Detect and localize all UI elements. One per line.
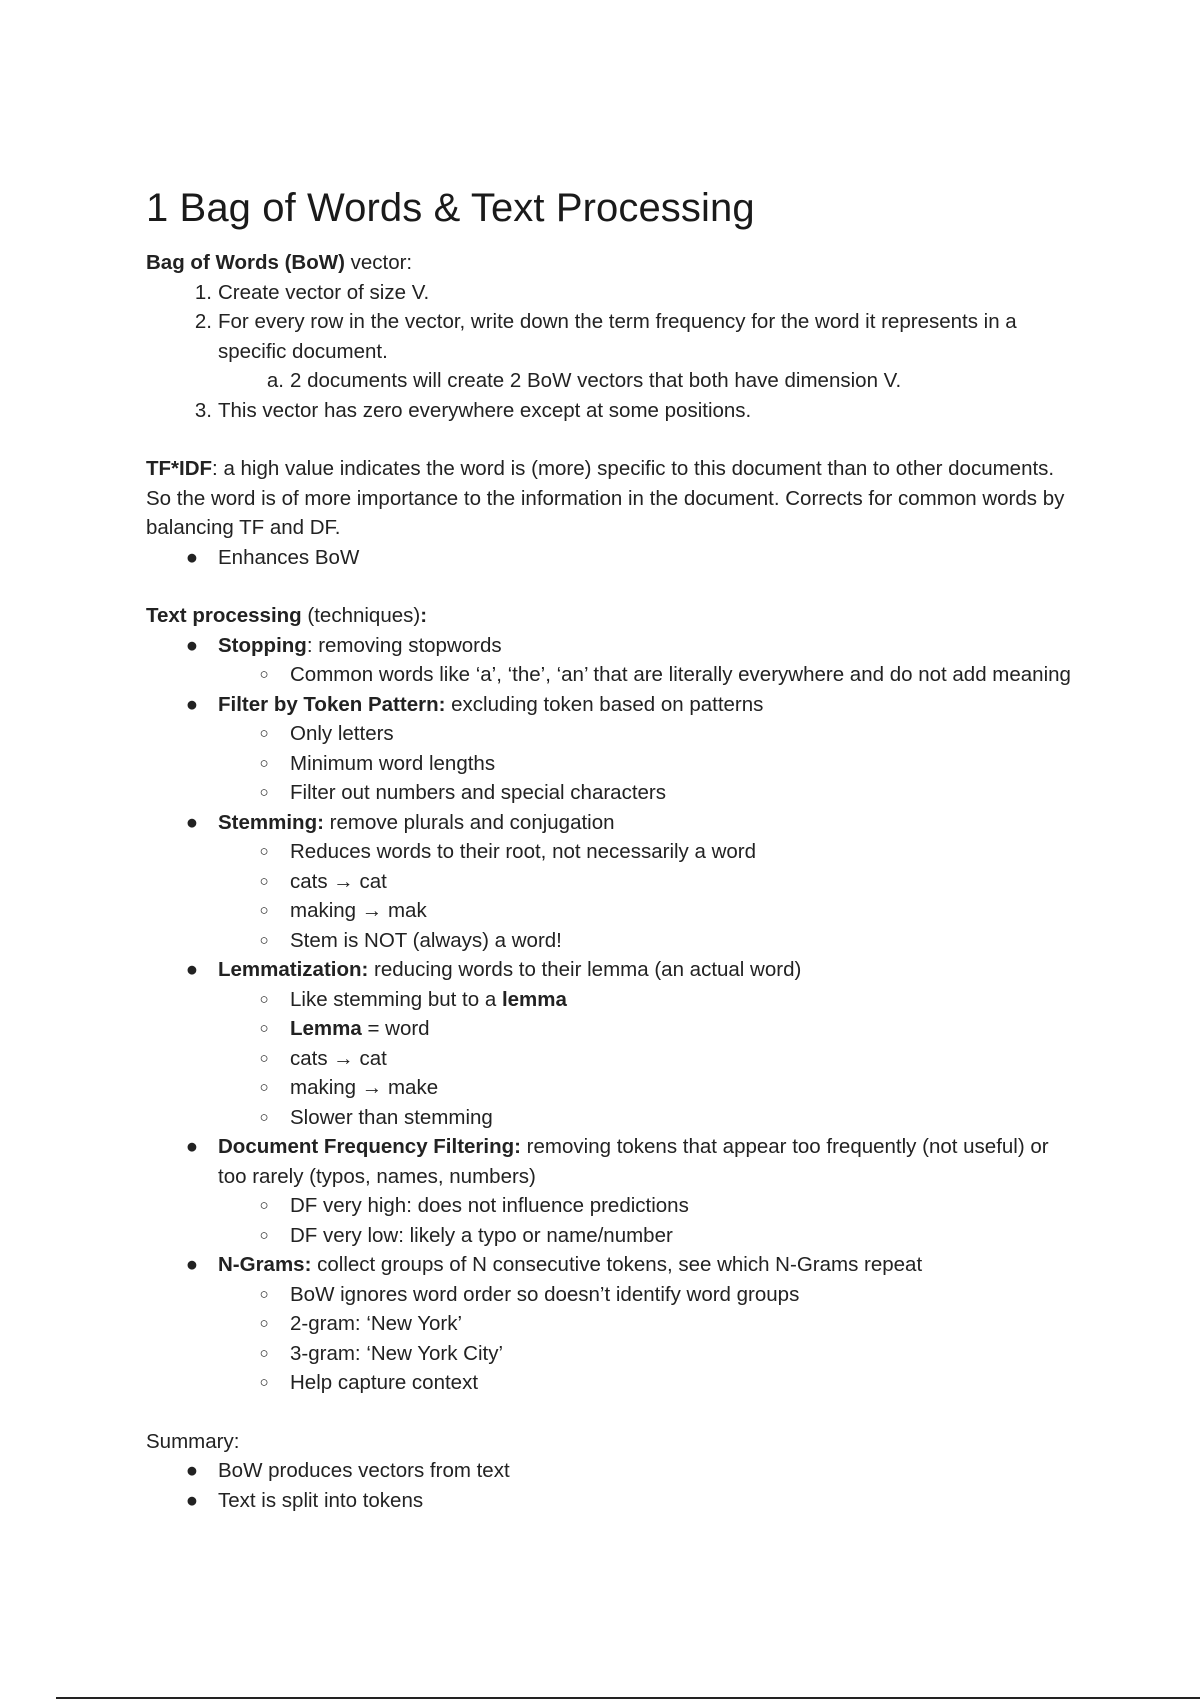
circle-bullet-icon: ○	[259, 931, 269, 949]
circle-bullet-icon: ○	[259, 1374, 269, 1391]
item-label: Filter by Token Pattern:	[218, 692, 446, 716]
tp-label: Text processing	[146, 604, 302, 627]
list-text: Enhances BoW	[218, 545, 360, 569]
list-item	[146, 955, 1076, 985]
list-item	[146, 366, 1076, 396]
tfidf-bullets	[146, 543, 1076, 573]
item-text: reducing words to their lemma (an actual word)	[368, 958, 802, 981]
list-item	[146, 1456, 1076, 1486]
bold-term: lemma	[501, 987, 567, 1011]
circle-bullet-icon: ○	[259, 754, 269, 772]
sub-list-item	[146, 719, 1076, 749]
list-item	[146, 808, 1076, 838]
tfidf-label: TF*IDF	[146, 457, 213, 480]
circle-bullet-icon: ○	[259, 1020, 269, 1037]
tp-suffix: (techniques)	[301, 604, 421, 627]
list-item	[146, 278, 1076, 308]
bow-heading	[146, 248, 1076, 278]
list-number: 3.	[194, 398, 212, 422]
list-text: 3-gram: ‘New York City’	[290, 1341, 504, 1365]
list-item	[146, 1250, 1076, 1280]
circle-bullet-icon: ○	[259, 666, 269, 683]
bullet-icon: ●	[185, 1135, 199, 1158]
text-processing-heading	[146, 601, 1076, 631]
list-text: BoW ignores word order so doesn’t identify word groups	[290, 1282, 800, 1306]
item-label: Lemmatization:	[218, 958, 369, 981]
item-text: collect groups of N consecutive tokens, see which N-Grams repeat	[311, 1253, 923, 1276]
list-item	[146, 631, 1076, 661]
summary-heading: Summary:	[146, 1429, 240, 1453]
list-text: = word	[361, 1017, 430, 1040]
bullet-icon: ●	[185, 1253, 199, 1276]
sub-list-item	[146, 985, 1076, 1015]
list-text: Slower than stemming	[290, 1105, 493, 1129]
sub-list-item	[146, 1339, 1076, 1369]
sub-list-item	[146, 837, 1076, 867]
bold-term: Lemma	[290, 1017, 362, 1040]
circle-bullet-icon: ○	[259, 990, 269, 1008]
bullet-icon: ●	[185, 545, 199, 569]
list-letter: a.	[266, 369, 284, 392]
sub-list-item	[146, 778, 1076, 808]
bullet-icon: ●	[185, 1488, 199, 1512]
bullet-icon: ●	[185, 958, 199, 981]
sub-list-item	[146, 1073, 1076, 1103]
sub-list-item	[146, 926, 1076, 956]
circle-bullet-icon: ○	[259, 872, 269, 890]
tfidf-paragraph	[146, 454, 1076, 543]
list-item	[146, 1132, 1076, 1191]
list-text: making → make	[290, 1076, 439, 1099]
circle-bullet-icon: ○	[259, 1079, 269, 1096]
list-item	[146, 396, 1076, 426]
circle-bullet-icon: ○	[259, 1226, 269, 1244]
list-text: Minimum word lengths	[290, 751, 496, 775]
bow-suffix: vector:	[344, 251, 413, 274]
circle-bullet-icon: ○	[259, 902, 269, 919]
list-text: Stem is NOT (always) a word!	[290, 928, 562, 952]
circle-bullet-icon: ○	[259, 725, 269, 742]
sub-list-item	[146, 1103, 1076, 1133]
list-item	[146, 690, 1076, 720]
list-text: 2-gram: ‘New York’	[290, 1312, 463, 1335]
list-text: DF very high: does not influence predictions	[290, 1194, 689, 1217]
circle-bullet-icon: ○	[259, 1315, 269, 1332]
list-text: This vector has zero everywhere except at some positions.	[218, 398, 752, 422]
item-text: excluding token based on patterns	[445, 692, 764, 716]
list-text: 2 documents will create 2 BoW vectors that both have dimension V.	[290, 369, 902, 392]
sub-list-item	[146, 749, 1076, 779]
sub-list-item	[146, 1280, 1076, 1310]
bow-steps	[146, 278, 1076, 426]
circle-bullet-icon: ○	[259, 843, 269, 860]
bullet-icon: ●	[185, 692, 199, 716]
summary-list	[146, 1456, 1076, 1515]
circle-bullet-icon: ○	[259, 1344, 269, 1362]
list-text: Text is split into tokens	[218, 1488, 424, 1512]
list-text: Help capture context	[290, 1371, 479, 1394]
sub-list-item	[146, 660, 1076, 690]
list-text: Create vector of size V.	[218, 280, 430, 304]
sub-list-item	[146, 1221, 1076, 1251]
circle-bullet-icon: ○	[259, 1285, 269, 1303]
sub-list-item	[146, 1191, 1076, 1221]
text-processing-list	[146, 631, 1076, 1398]
circle-bullet-icon: ○	[259, 1197, 269, 1214]
item-text: removing tokens that appear too frequently (not useful) or too rarely (typos, names, numbers)	[218, 1135, 1049, 1188]
bullet-icon: ●	[185, 810, 199, 834]
list-text: cats → cat	[290, 869, 387, 893]
item-label: N-Grams:	[218, 1253, 312, 1276]
sub-list-item	[146, 867, 1076, 897]
tfidf-text: : a high value indicates the word is (more) specific to this document than to other documents. So the word is of more importance to the information in the document. Corrects for common words by balancing TF and DF.	[146, 457, 1065, 539]
list-text: making → mak	[290, 899, 427, 922]
circle-bullet-icon: ○	[259, 1108, 269, 1126]
item-label: Stopping	[218, 633, 307, 657]
circle-bullet-icon: ○	[259, 784, 269, 801]
item-label: Stemming:	[218, 810, 324, 834]
list-text: BoW produces vectors from text	[218, 1459, 510, 1482]
tp-colon: :	[420, 604, 428, 627]
bullet-icon: ●	[185, 1459, 199, 1482]
bullet-icon: ●	[185, 633, 199, 657]
item-label: Document Frequency Filtering:	[218, 1135, 521, 1158]
list-number: 2.	[194, 310, 212, 333]
page-bottom-rule	[56, 1697, 1200, 1699]
list-text: Only letters	[290, 722, 394, 745]
list-text: cats → cat	[290, 1046, 387, 1070]
list-text: Like stemming but to a	[290, 987, 502, 1011]
document-page	[146, 182, 1076, 1515]
list-text: Reduces words to their root, not necessarily a word	[290, 840, 757, 863]
circle-bullet-icon: ○	[259, 1049, 269, 1067]
sub-list-item	[146, 1368, 1076, 1398]
list-item	[146, 543, 1076, 573]
list-text: For every row in the vector, write down the term frequency for the word it represents in a specific document.	[218, 310, 1017, 363]
item-text: remove plurals and conjugation	[323, 810, 615, 834]
list-number: 1.	[194, 280, 212, 304]
list-text: DF very low: likely a typo or name/number	[290, 1223, 673, 1247]
sub-list-item	[146, 896, 1076, 926]
list-item	[146, 1486, 1076, 1516]
bow-label: Bag of Words (BoW)	[146, 251, 345, 274]
sub-list-item	[146, 1014, 1076, 1044]
list-item	[146, 307, 1076, 366]
sub-list-item	[146, 1309, 1076, 1339]
item-text: : removing stopwords	[306, 633, 502, 657]
page-title: 1 Bag of Words & Text Processing	[146, 186, 755, 230]
list-text: Common words like ‘a’, ‘the’, ‘an’ that are literally everywhere and do not add meaning	[290, 663, 1071, 686]
sub-list-item	[146, 1044, 1076, 1074]
list-text: Filter out numbers and special characters	[290, 781, 667, 804]
